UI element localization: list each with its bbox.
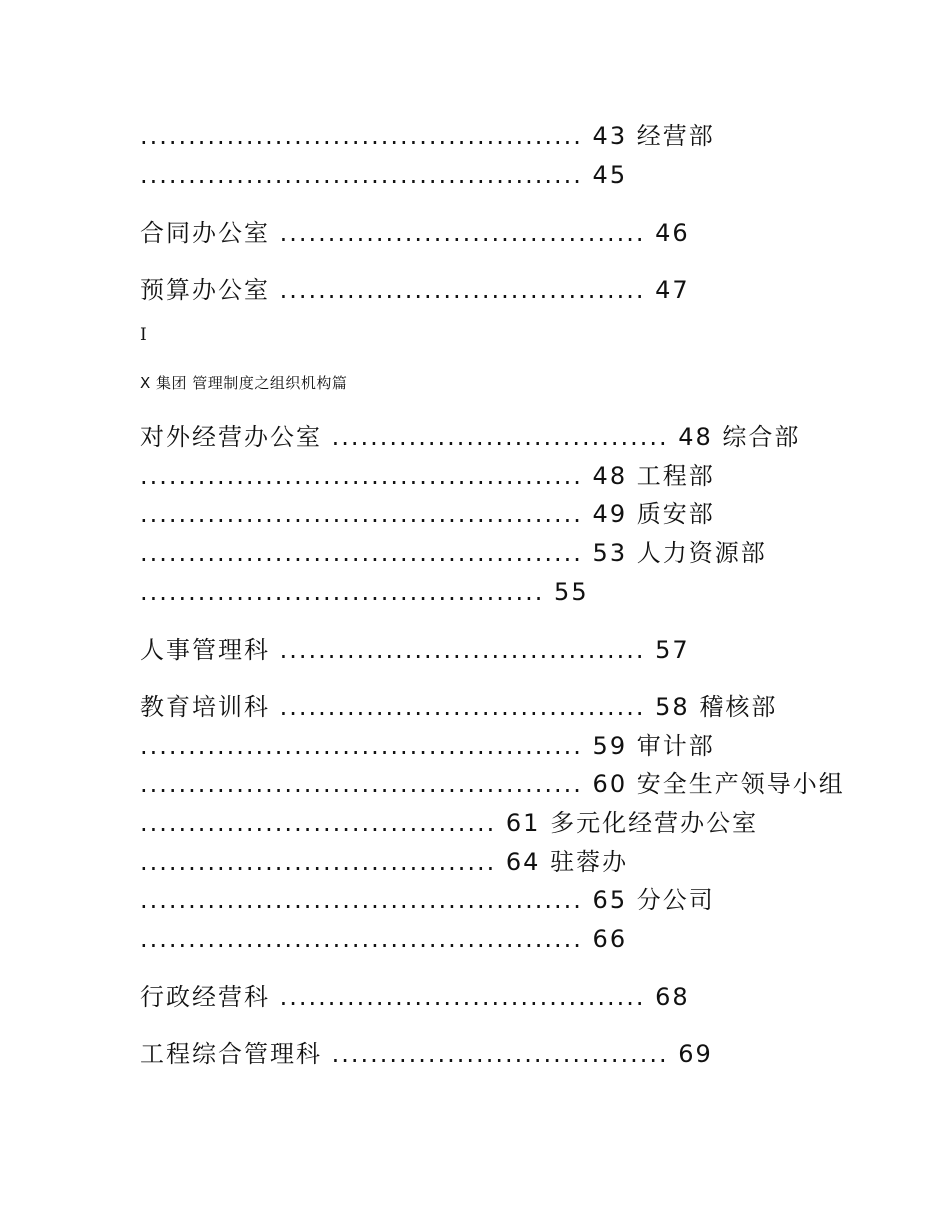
toc-line: .............................................. 65 分公司 xyxy=(140,886,715,914)
toc-line: .............................................. 49 质安部 xyxy=(140,500,715,528)
toc-line: .............................................. 48 工程部 xyxy=(140,462,715,490)
toc-line: 行政经营科 ...................................... 68 xyxy=(140,983,690,1011)
toc-line: .............................................. 53 人力资源部 xyxy=(140,539,767,567)
toc-line: 工程综合管理科 ................................... 69 xyxy=(140,1040,713,1068)
toc-line: 对外经营办公室 ................................... 48 综合部 xyxy=(140,423,801,451)
toc-line: ..................................... 64 驻蓉办 xyxy=(140,848,629,876)
toc-line: .......................................... 55 xyxy=(140,578,589,606)
page-marker: I xyxy=(140,325,147,345)
toc-line: 预算办公室 ...................................... 47 xyxy=(140,276,690,304)
toc-line: 教育培训科 ...................................... 58 稽核部 xyxy=(140,693,778,721)
toc-line: .............................................. 59 审计部 xyxy=(140,732,715,760)
toc-line: .............................................. 60 安全生产领导小组 xyxy=(140,770,845,798)
toc-line: ..................................... 61 多元化经营办公室 xyxy=(140,809,759,837)
toc-line: .............................................. 45 xyxy=(140,161,628,189)
toc-line: 人事管理科 ...................................... 57 xyxy=(140,636,690,664)
running-header: X 集团 管理制度之组织机构篇 xyxy=(140,374,348,392)
toc-line: 合同办公室 ...................................... 46 xyxy=(140,219,690,247)
toc-line: .............................................. 43 经营部 xyxy=(140,122,715,150)
toc-line: .............................................. 66 xyxy=(140,925,628,953)
